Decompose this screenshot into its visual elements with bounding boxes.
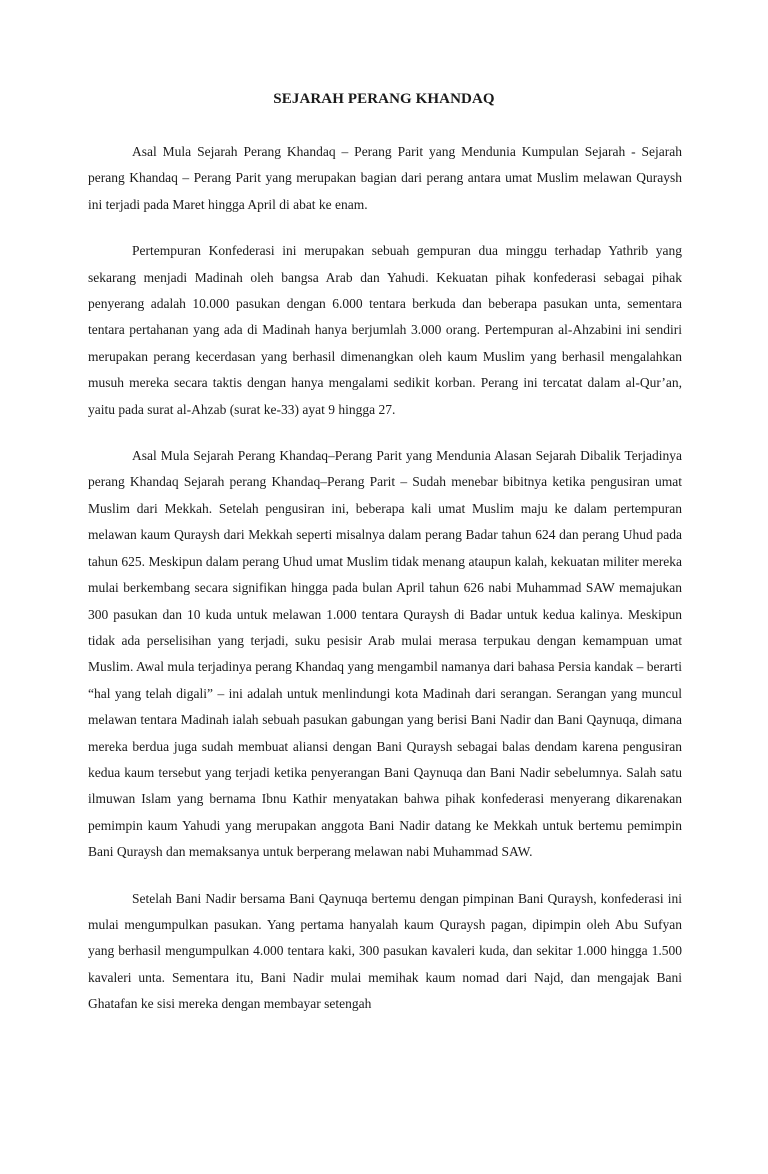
paragraph-3: Asal Mula Sejarah Perang Khandaq–Perang Parit yang Mendunia Alasan Sejarah Dibalik Terjadinya perang Khandaq Sejarah perang Khandaq–Perang Parit – Sudah menebar bibitnya ketika pengusiran umat Muslim dari Mekkah. Setelah pengusiran ini, beberapa kali umat Muslim maju ke dalam pertempuran melawan kaum Quraysh dari Mekkah seperti misalnya dalam perang Badar tahun 624 dan perang Uhud pada tahun 625. Meskipun dalam perang Uhud umat Muslim tidak menang ataupun kalah, kekuatan militer mereka mulai berkembang secara signifikan hingga pada bulan April tahun 626 nabi Muhammad SAW memajukan 300 pasukan dan 10 kuda untuk melawan 1.000 tentara Quraysh di Badar untuk kedua kalinya. Meskipun tidak ada perselisihan yang terjadi, suku pesisir Arab mulai merasa terpukau dengan kemampuan umat Muslim. Awal mula terjadinya perang Khandaq yang mengambil namanya dari bahasa Persia kandak – berarti “hal yang telah digali” – ini adalah untuk menlindungi kota Madinah dari serangan. Serangan yang muncul melawan tentara Madinah ialah sebuah pasukan gabungan yang berisi Bani Nadir dan Bani Qaynuqa, dimana mereka berdua juga sudah membuat aliansi dengan Bani Quraysh sebagai balas dendam karena pengusiran kedua kaum tersebut yang terjadi ketika penyerangan Bani Qaynuqa dan Bani Nadir sebelumnya. Salah satu ilmuwan Islam yang bernama Ibnu Kathir menyatakan bahwa pihak konfederasi menyerang dikarenakan pemimpin kaum Yahudi yang merupakan anggota Bani Nadir datang ke Mekkah untuk bertemu pemimpin Bani Quraysh dan memaksanya untuk berperang melawan nabi Muhammad SAW. xyxy=(88,448,682,860)
paragraph-1: Asal Mula Sejarah Perang Khandaq – Perang Parit yang Mendunia Kumpulan Sejarah - Sejarah perang Khandaq – Perang Parit yang merupakan bagian dari perang antara umat Muslim melawan Quraysh ini terjadi pada Maret hingga April di abat ke enam. xyxy=(88,144,682,212)
document-body xyxy=(88,139,682,1038)
paragraph-4: Setelah Bani Nadir bersama Bani Qaynuqa bertemu dengan pimpinan Bani Quraysh, konfederasi ini mulai mengumpulkan pasukan. Yang pertama hanyalah kaum Quraysh pagan, dipimpin oleh Abu Sufyan yang berhasil mengumpulkan 4.000 tentara kaki, 300 pasukan kavaleri kuda, dan sekitar 1.000 hingga 1.500 kavaleri unta. Sementara itu, Bani Nadir mulai memihak kaum nomad dari Najd, dan mengajak Bani Ghatafan ke sisi mereka dengan membayar setengah xyxy=(88,890,682,1012)
document-title: SEJARAH PERANG KHANDAQ xyxy=(273,91,495,107)
paragraph-2: Pertempuran Konfederasi ini merupakan sebuah gempuran dua minggu terhadap Yathrib yang sekarang menjadi Madinah oleh bangsa Arab dan Yahudi. Kekuatan pihak konfederasi sebagai pihak penyerang adalah 10.000 pasukan dengan 6.000 tentara berkuda dan beberapa pasukan unta, sementara tentara pertahanan yang ada di Madinah hanya berjumlah 3.000 orang. Pertempuran al-Ahzabini ini sendiri merupakan perang kecerdasan yang berhasil dimenangkan oleh kaum Muslim yang berhasil mengalahkan musuh mereka secara taktis dengan hanya mengalami sedikit korban. Perang ini tercatat dalam al-Qur’an, yaitu pada surat al-Ahzab (surat ke-33) ayat 9 hingga 27. xyxy=(88,243,682,417)
